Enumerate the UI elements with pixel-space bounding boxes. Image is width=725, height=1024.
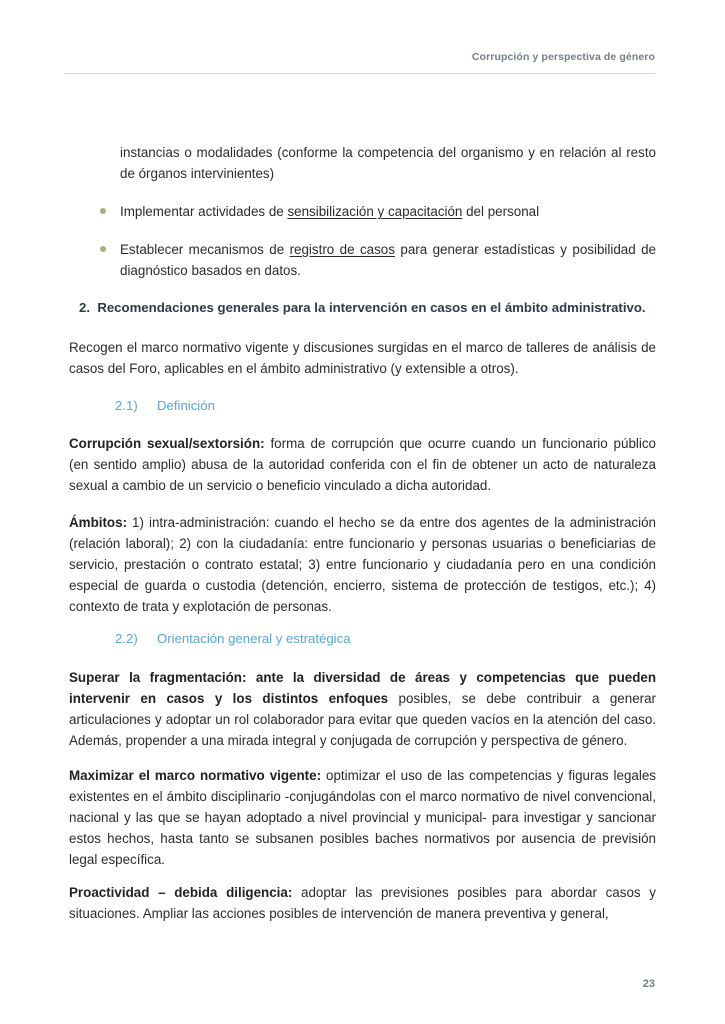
maximizar-term: Maximizar el marco normativo vigente: — [69, 768, 322, 783]
maximizar-text: optimizar el uso de las competencias y figuras legales existentes en el ámbito disciplinario -conjugándolas con el marco normativo de nivel convencional, nacional y las que se hayan adoptado a nivel provincial y municipal- para investigar y sancionar estos hechos, hasta tanto se subsanen posibles baches normativos por ausencia de previsión legal específica. — [69, 768, 656, 867]
bullet-text-after: del personal — [462, 204, 540, 219]
superar-paragraph — [69, 667, 656, 751]
bullet-dot-icon — [100, 246, 106, 252]
page-number: 23 — [642, 978, 655, 990]
running-header-title: Corrupción y perspectiva de género — [471, 51, 655, 63]
continued-paragraph: instancias o modalidades (conforme la competencia del organismo y en relación al resto de órganos intervinientes) — [120, 145, 656, 181]
proactividad-term: Proactividad – debida diligencia: — [69, 885, 293, 900]
bullet-text-before: Implementar actividades de — [120, 204, 288, 219]
subsection-number: 2.2) — [115, 631, 138, 646]
ambitos-term: Ámbitos: — [69, 515, 128, 530]
bullet-link-registry[interactable]: registro de casos — [289, 242, 395, 257]
section-2-heading — [79, 297, 666, 318]
subsection-title: Orientación general y estratégica — [157, 631, 351, 646]
bullet-text-after: para generar estadísticas y posibilidad de diagnóstico basados en datos. — [120, 242, 656, 278]
definition-text: forma de corrupción que ocurre cuando un funcionario público (en sentido amplio) abusa de la autoridad conferida con el fin de obtener un acto de naturaleza sexual a cambio de un servicio o beneficio vinculado a dicha autoridad. — [69, 436, 656, 493]
header-divider — [64, 73, 655, 74]
bullet-dot-icon — [100, 208, 106, 214]
superar-text: posibles, se debe contribuir a generar articulaciones y adoptar un rol colaborador para evitar que queden vacíos en la atención del caso. Además, propender a una mirada integral y conjugada de corrupción y perspectiva de género. — [69, 691, 657, 748]
proactividad-paragraph — [69, 882, 656, 924]
section-title: Recomendaciones generales para la intervención en casos en el ámbito administrativo. — [97, 300, 646, 315]
maximizar-paragraph — [69, 765, 656, 870]
bullet-text-before: Establecer mecanismos de — [120, 242, 290, 257]
bullet-item-training — [120, 201, 656, 222]
definition-paragraph — [69, 433, 656, 496]
subsection-number: 2.1) — [115, 398, 138, 413]
subsection-title: Definición — [157, 398, 215, 413]
superar-term: Superar la fragmentación: ante la diversidad de áreas y competencias que pueden intervenir en casos y los distintos enfoques — [69, 670, 656, 706]
bullet-link-training[interactable]: sensibilización y capacitación — [287, 204, 463, 219]
ambitos-text: 1) intra-administración: cuando el hecho se da entre dos agentes de la administración (relación laboral); 2) con la ciudadanía: entre funcionario y personas usuarias o beneficiarias de servicio, prestación o contrato estatal; 3) entre funcionario y ciudadanía pero en una condición especial de guarda o custodia (detención, encierro, sistema de protección de testigos, etc.); 4) contexto de trata y explotación de personas. — [69, 515, 656, 614]
section-number: 2. — [79, 300, 90, 315]
subsection-2-1-heading — [115, 395, 702, 416]
bullet-item-registry — [120, 239, 656, 281]
definition-term: Corrupción sexual/sextorsión: — [69, 436, 265, 451]
ambitos-paragraph — [69, 512, 656, 617]
subsection-2-2-heading — [115, 628, 702, 649]
section-2-intro: Recogen el marco normativo vigente y discusiones surgidas en el marco de talleres de análisis de casos del Foro, aplicables en el ámbito administrativo (y extensible a otros). — [69, 340, 656, 376]
proactividad-text: adoptar las previsiones posibles para abordar casos y situaciones. Ampliar las acciones posibles de intervención de manera preventiva y general, — [69, 885, 656, 921]
